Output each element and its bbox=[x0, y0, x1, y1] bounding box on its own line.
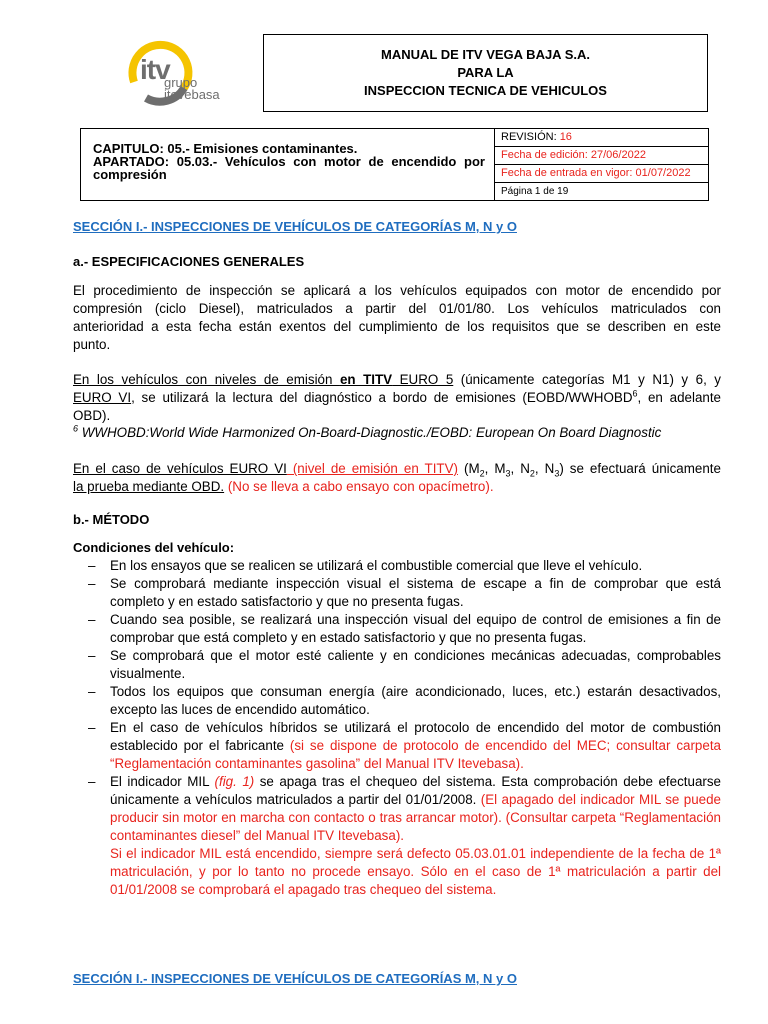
list-item-red-text: Si el indicador MIL está encendido, siempre será defecto 05.03.01.01 independiente de la fecha de 1ª matriculación, y por lo tanto no procede ensayo. Sólo en el caso de 1ª matriculación a partir del 01/01/2008 se comprobará el apagado tras chequeo del sistema. bbox=[110, 846, 721, 897]
list-item-red-text: (si se dispone de protocolo de encendido del MEC; consultar carpeta “Reglamentación contaminantes gasolina” del Manual ITV Itevebasa). bbox=[110, 738, 721, 771]
para1-line: punto. bbox=[73, 337, 111, 352]
spec-heading: a.- ESPECIFICACIONES GENERALES bbox=[73, 254, 305, 269]
list-item-red-text: (El apagado del indicador MIL se puede producir sin motor en marcha con contacto o tras arrancar motor). (Consultar carpeta “Reglamentación contaminantes diesel” del Manual ITV Itevebasa). bbox=[110, 792, 721, 843]
para2-euro-vi: EURO VI bbox=[73, 390, 132, 405]
para3-red-text: (nivel de emisión en TITV) bbox=[286, 461, 458, 476]
edition-date: Fecha de edición: 27/06/2022 bbox=[495, 147, 708, 165]
list-item bbox=[73, 773, 721, 899]
list-item-text: En los ensayos que se realicen se utilizará el combustible comercial que lleve el vehículo. bbox=[110, 558, 643, 573]
para2-text: En los vehículos con niveles de emisión bbox=[73, 372, 340, 387]
list-item bbox=[73, 683, 721, 719]
logo-itevebasa-text: itevebasa bbox=[164, 87, 220, 102]
para1-line: anterioridad a esta fecha están exentos del cumplimiento de los requisitos que se describen en este bbox=[73, 319, 721, 334]
para1-line: compresión (ciclo Diesel), matriculados a partir del 01/01/80. Los vehículos matriculados con bbox=[73, 301, 721, 316]
logo-itv-text: itv bbox=[140, 54, 170, 85]
revision-box bbox=[494, 128, 709, 201]
list-item-text: En el caso de vehículos híbridos se utilizará el protocolo de encendido del motor de combustión establecido por el fabricante bbox=[110, 720, 721, 753]
paragraph-euro-vi bbox=[73, 460, 721, 496]
method-heading: b.- MÉTODO bbox=[73, 512, 150, 527]
dash-bullet: – bbox=[88, 576, 96, 591]
subscript: 2 bbox=[529, 468, 535, 479]
effective-date: Fecha de entrada en vigor: 01/07/2022 bbox=[495, 165, 708, 183]
para2-line-2 bbox=[73, 389, 721, 407]
list-item-text: Se comprobará mediante inspección visual el sistema de escape a fin de comprobar que está completo y en estado satisfactorio y que no presenta fugas. bbox=[110, 576, 721, 609]
para3-line-1 bbox=[73, 460, 721, 478]
chapter-apartado: APARTADO: 05.03.- Vehículos con motor de encendido por bbox=[93, 154, 485, 169]
manual-title-line-3: INSPECCION TECNICA DE VEHICULOS bbox=[364, 83, 607, 98]
para3-text: (M bbox=[458, 461, 480, 476]
dash-bullet: – bbox=[88, 612, 96, 627]
revision-label: REVISIÓN: bbox=[501, 131, 560, 143]
list-item bbox=[73, 611, 721, 647]
para3-red-text: (No se lleva a cabo ensayo con opacímetro). bbox=[224, 479, 494, 494]
dash-bullet: – bbox=[88, 774, 96, 789]
chapter-apartado-cont: compresión bbox=[93, 167, 167, 182]
subscript: 3 bbox=[554, 468, 560, 479]
list-item bbox=[73, 719, 721, 773]
footnote-text: WWHOBD:World Wide Harmonized On-Board-Diagnostic./EOBD: European On Board Diagnostic bbox=[78, 425, 662, 440]
para3-text: , M bbox=[484, 461, 506, 476]
conditions-list bbox=[73, 557, 721, 899]
para2-text: (únicamente categorías M1 y N1) y 6, y bbox=[453, 372, 721, 387]
para2-text: , en adelante bbox=[637, 390, 722, 405]
list-item-text: se apaga tras el chequeo del sistema. Esta comprobación debe efectuarse únicamente a vehículos matriculados a partir del 01/01/2008. bbox=[110, 774, 722, 807]
list-item bbox=[73, 647, 721, 683]
revision-row bbox=[495, 129, 708, 147]
list-item-text: Cuando sea posible, se realizará una inspección visual del equipo de control de emisiones a fin de comprobar que está completo y en estado satisfactorio y que no presenta fugas. bbox=[110, 612, 721, 645]
revision-number: 16 bbox=[559, 131, 572, 143]
subscript: 2 bbox=[479, 468, 485, 479]
chapter-box bbox=[80, 128, 495, 201]
logo-grupo-text: grupo bbox=[164, 75, 198, 90]
para3-text: la prueba mediante OBD. bbox=[73, 479, 225, 494]
section-title-link-bottom[interactable]: SECCIÓN I.- INSPECCIONES DE VEHÍCULOS DE CATEGORÍAS M, N y O bbox=[73, 971, 517, 986]
itv-grupo-itevebasa-logo bbox=[124, 40, 234, 106]
para3-text: , N bbox=[510, 461, 530, 476]
para2-text: , se utilizará la lectura del diagnóstico a bordo de emisiones (EOBD/WWHOBD bbox=[131, 390, 633, 405]
para3-text: , N bbox=[534, 461, 555, 476]
dash-bullet: – bbox=[88, 648, 96, 663]
figure-reference: (fig. 1) bbox=[214, 774, 255, 789]
para2-en-titv: en TITV bbox=[339, 372, 393, 387]
section-title-link[interactable]: SECCIÓN I.- INSPECCIONES DE VEHÍCULOS DE CATEGORÍAS M, N y O bbox=[73, 219, 517, 234]
manual-title-line-1: MANUAL DE ITV VEGA BAJA S.A. bbox=[381, 47, 590, 62]
list-item-text: Todos los equipos que consuman energía (aire acondicionado, luces, etc.) estarán desactivados, excepto las luces de encendido automático. bbox=[110, 684, 721, 717]
dash-bullet: – bbox=[88, 720, 96, 735]
list-item-text: Se comprobará que el motor esté caliente y en condiciones mecánicas adecuadas, comprobables visualmente. bbox=[110, 648, 721, 681]
list-item bbox=[73, 557, 721, 575]
chapter-capitulo: CAPITULO: 05.- Emisiones contaminantes. bbox=[93, 141, 358, 156]
dash-bullet: – bbox=[88, 558, 96, 573]
dash-bullet: – bbox=[88, 684, 96, 699]
para2-line-3: OBD). bbox=[73, 408, 111, 423]
footnote bbox=[73, 424, 721, 442]
paragraph-intro bbox=[73, 282, 721, 354]
subscript: 3 bbox=[505, 468, 511, 479]
paragraph-euro-levels bbox=[73, 371, 721, 425]
para3-text: En el caso de vehículos EURO VI bbox=[73, 461, 287, 476]
list-item-text: El indicador MIL bbox=[110, 774, 215, 789]
manual-title-line-2: PARA LA bbox=[457, 65, 514, 80]
footnote-ref: 6 bbox=[632, 388, 638, 399]
para2-euro5: EURO 5 bbox=[392, 372, 454, 387]
footnote-number: 6 bbox=[73, 423, 79, 434]
page-number: Página 1 de 19 bbox=[501, 186, 569, 197]
para1-line: El procedimiento de inspección se aplicará a los vehículos equipados con motor de encendido por bbox=[73, 283, 721, 298]
manual-title-box bbox=[263, 34, 708, 112]
para2-line-1 bbox=[73, 371, 721, 389]
list-item bbox=[73, 575, 721, 611]
para3-text: ) se efectuará únicamente bbox=[559, 461, 721, 476]
para3-line-2 bbox=[73, 478, 721, 496]
conditions-heading: Condiciones del vehículo: bbox=[73, 540, 235, 555]
